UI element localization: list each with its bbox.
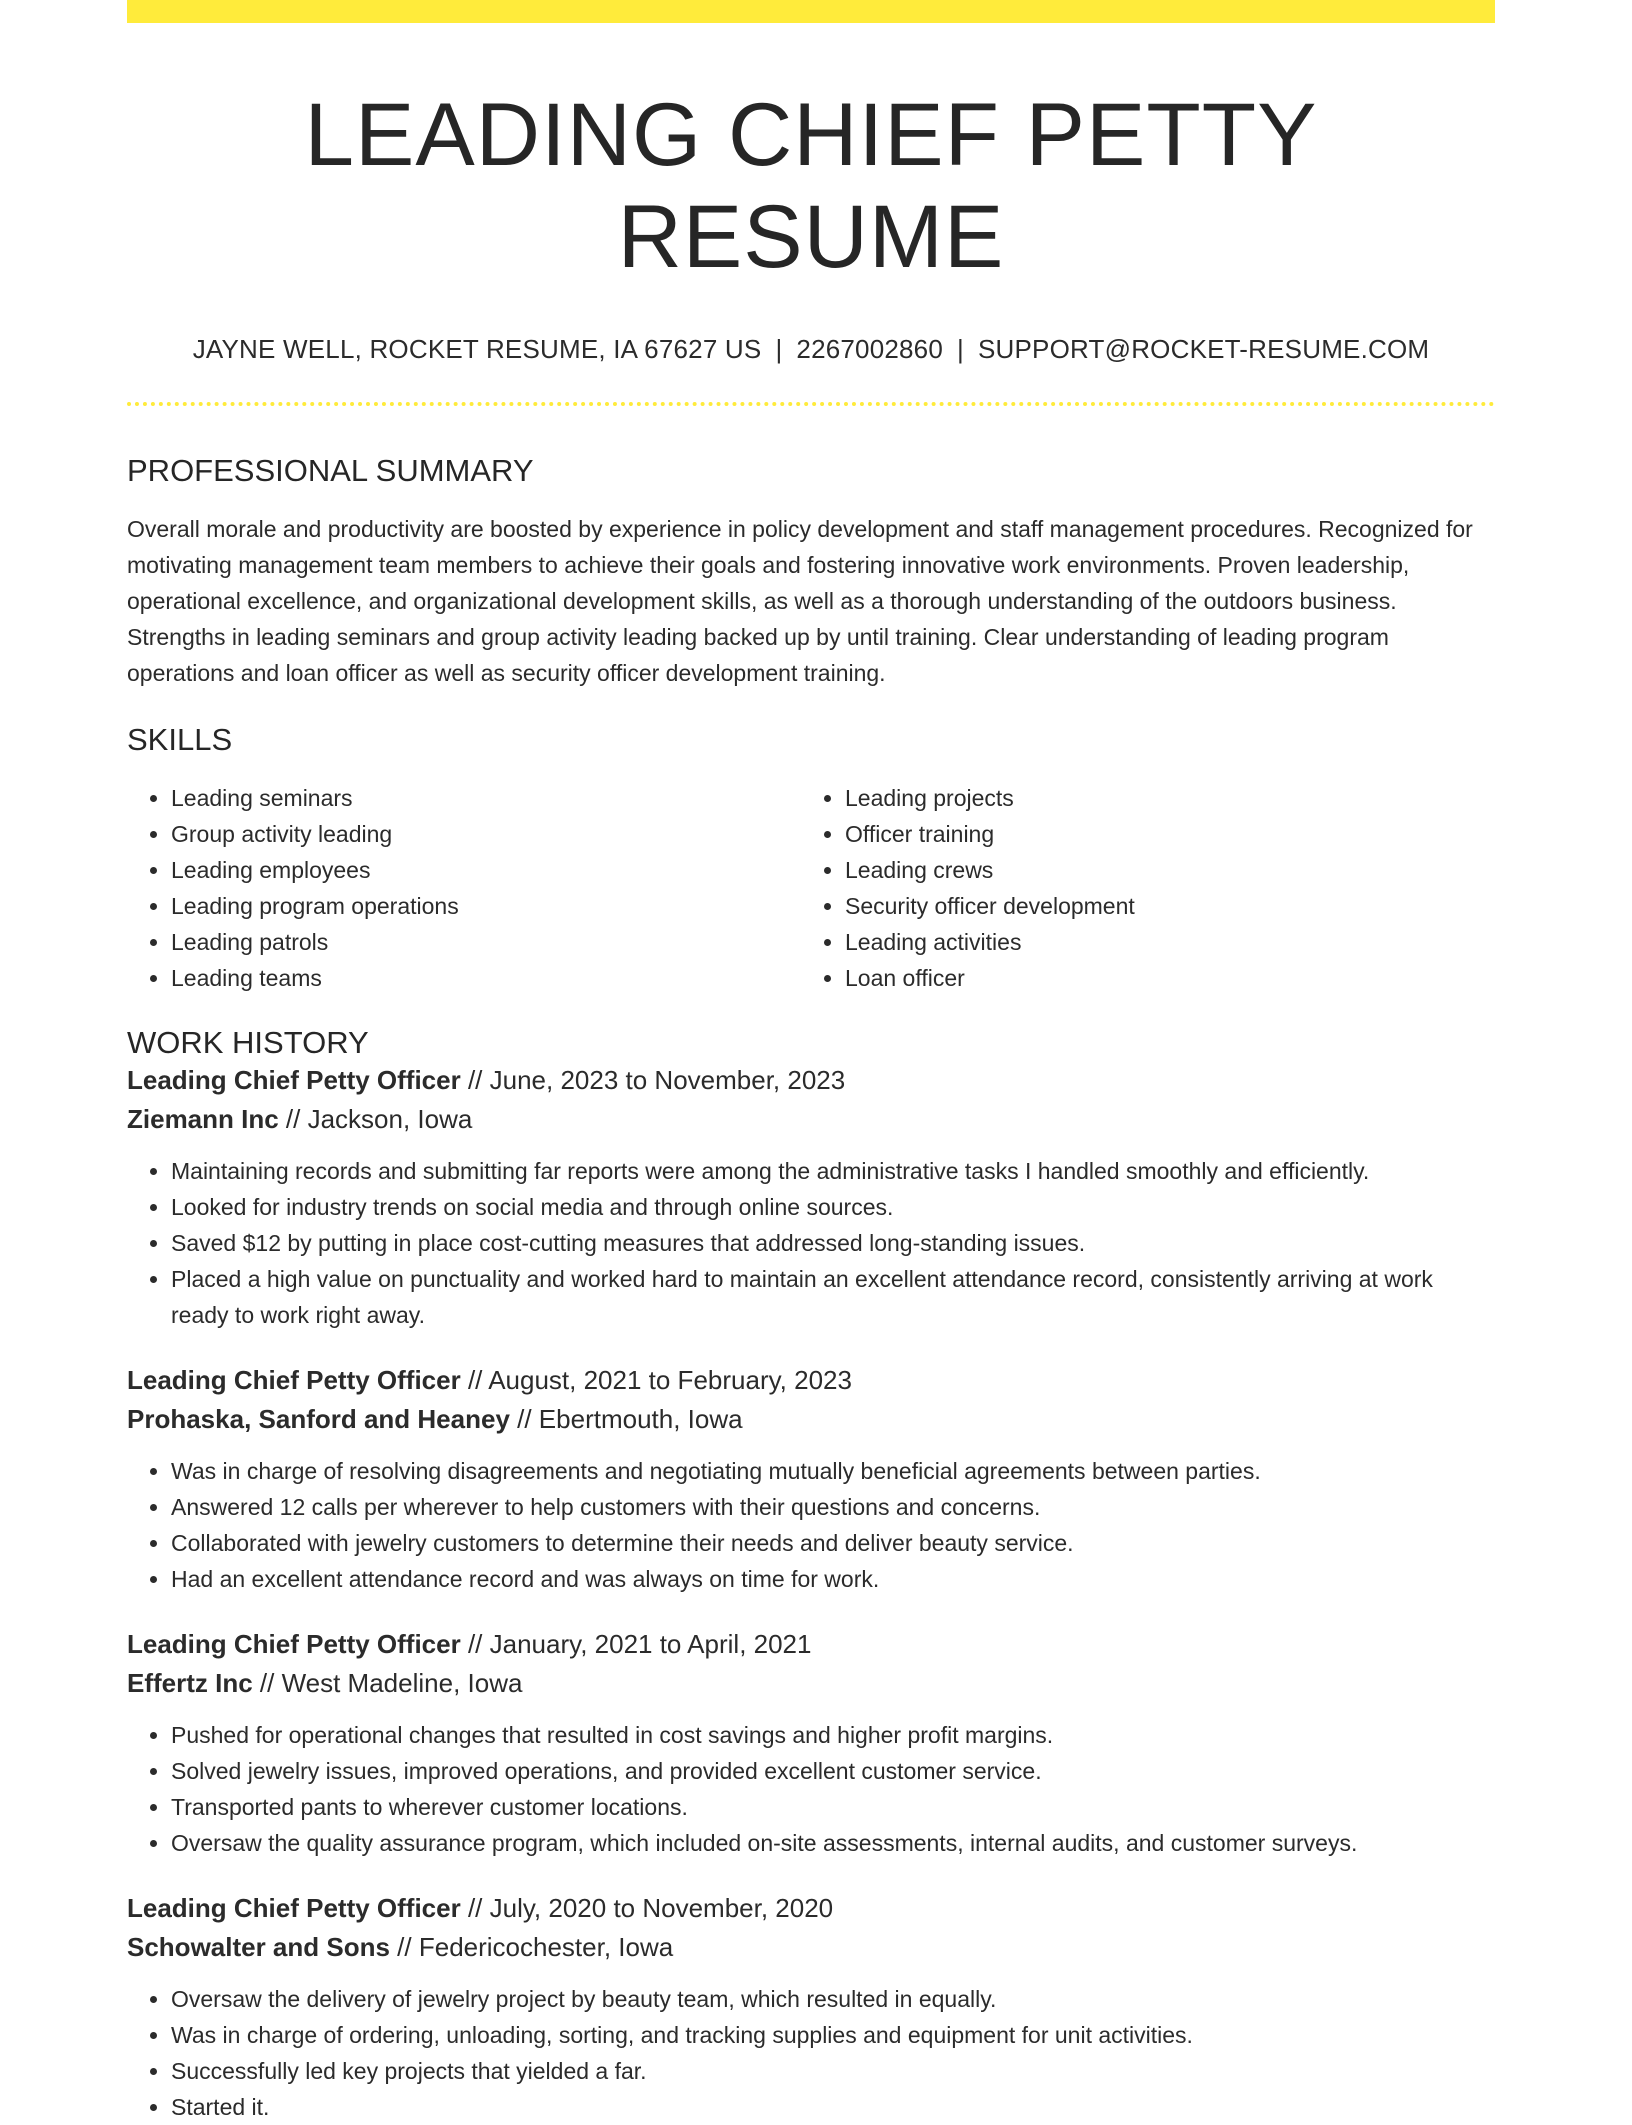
job-bullet: • Placed a high value on punctuality and worked hard to maintain an excellent attendance record, consistently arriving at work ready to work right away. bbox=[171, 1261, 1495, 1333]
job-bullet: • Oversaw the delivery of jewelry project by beauty team, which resulted in equally. bbox=[171, 1981, 1495, 2017]
job-dates: // August, 2021 to February, 2023 bbox=[460, 1365, 852, 1396]
skill-item: • Leading employees bbox=[171, 852, 801, 888]
job-company-line bbox=[127, 1100, 1495, 1139]
job-company: Schowalter and Sons bbox=[127, 1932, 390, 1963]
job-title-line bbox=[127, 1061, 1495, 1100]
job-bullet: • Maintaining records and submitting far reports were among the administrative tasks I handled smoothly and efficiently. bbox=[171, 1153, 1495, 1189]
job-dates: // June, 2023 to November, 2023 bbox=[460, 1065, 846, 1096]
skill-item: • Group activity leading bbox=[171, 816, 801, 852]
job-title: Leading Chief Petty Officer bbox=[127, 1893, 461, 1924]
job-bullet: • Was in charge of resolving disagreements and negotiating mutually beneficial agreements between parties. bbox=[171, 1453, 1495, 1489]
job-bullets bbox=[127, 1153, 1495, 1333]
skill-item: • Leading patrols bbox=[171, 924, 801, 960]
job-bullet: • Transported pants to wherever customer locations. bbox=[171, 1789, 1495, 1825]
job-company-line bbox=[127, 1928, 1495, 1967]
job-entry bbox=[127, 1625, 1495, 1861]
job-bullet: • Answered 12 calls per wherever to help customers with their questions and concerns. bbox=[171, 1489, 1495, 1525]
skill-item: • Leading seminars bbox=[171, 780, 801, 816]
job-bullet: • Collaborated with jewelry customers to determine their needs and deliver beauty service. bbox=[171, 1525, 1495, 1561]
skill-item: • Leading activities bbox=[845, 924, 1475, 960]
job-bullet: • Had an excellent attendance record and was always on time for work. bbox=[171, 1561, 1495, 1597]
dotted-divider bbox=[127, 402, 1495, 406]
job-bullet: • Successfully led key projects that yielded a far. bbox=[171, 2053, 1495, 2089]
job-company: Ziemann Inc bbox=[127, 1104, 279, 1135]
contact-separator: | bbox=[957, 333, 964, 364]
work-history-heading: WORK HISTORY bbox=[127, 1025, 369, 1061]
job-location: // West Madeline, Iowa bbox=[252, 1668, 523, 1699]
skill-item: • Security officer development bbox=[845, 888, 1475, 924]
resume-title: LEADING CHIEF PETTY RESUME bbox=[304, 84, 1318, 287]
job-bullet: • Saved $12 by putting in place cost-cutting measures that addressed long-standing issues. bbox=[171, 1225, 1495, 1261]
job-bullets bbox=[127, 1453, 1495, 1597]
top-accent-bar bbox=[127, 0, 1495, 23]
job-bullet: • Oversaw the quality assurance program, which included on-site assessments, internal audits, and customer surveys. bbox=[171, 1825, 1495, 1861]
job-company: Effertz Inc bbox=[127, 1668, 253, 1699]
job-company-line bbox=[127, 1664, 1495, 1703]
job-location: // Ebertmouth, Iowa bbox=[509, 1404, 743, 1435]
skill-item: • Officer training bbox=[845, 816, 1475, 852]
job-location: // Federicochester, Iowa bbox=[389, 1932, 674, 1963]
summary-text: Overall morale and productivity are boosted by experience in policy development and staff management procedures. Recognized for motivating management team members to achieve their goals and fostering innovative work environments. Proven leadership, operational excellence, and organizational development skills, as well as a thorough understanding of the outdoors business. Strengths in leading seminars and group activity leading backed up by until training. Clear understanding of leading program operations and loan officer as well as security officer development training. bbox=[127, 516, 1473, 687]
job-entry bbox=[127, 1889, 1495, 2125]
skill-item: • Loan officer bbox=[845, 960, 1475, 996]
contact-email[interactable]: SUPPORT@ROCKET-RESUME.COM bbox=[977, 333, 1430, 364]
job-bullet: • Looked for industry trends on social media and through online sources. bbox=[171, 1189, 1495, 1225]
skill-item: • Leading program operations bbox=[171, 888, 801, 924]
job-title-line bbox=[127, 1361, 1495, 1400]
job-title-line bbox=[127, 1889, 1495, 1928]
skills-heading: SKILLS bbox=[127, 722, 233, 758]
skill-item: • Leading crews bbox=[845, 852, 1475, 888]
job-company: Prohaska, Sanford and Heaney bbox=[127, 1404, 510, 1435]
job-bullet: • Started it. bbox=[171, 2089, 1495, 2125]
job-entry bbox=[127, 1361, 1495, 1597]
contact-address: JAYNE WELL, ROCKET RESUME, IA 67627 US bbox=[192, 333, 762, 364]
skills-list bbox=[127, 780, 1495, 996]
contact-line bbox=[127, 334, 1495, 365]
job-title: Leading Chief Petty Officer bbox=[127, 1065, 461, 1096]
skill-item: • Leading teams bbox=[171, 960, 801, 996]
contact-separator: | bbox=[775, 333, 783, 364]
skills-column-right bbox=[801, 780, 1475, 996]
job-dates: // July, 2020 to November, 2020 bbox=[460, 1893, 834, 1924]
contact-phone[interactable]: 2267002860 bbox=[796, 333, 944, 364]
resume-page bbox=[127, 0, 1495, 2125]
skills-column-left bbox=[127, 780, 801, 996]
job-dates: // January, 2021 to April, 2021 bbox=[460, 1629, 812, 1660]
job-bullet: • Pushed for operational changes that resulted in cost savings and higher profit margins. bbox=[171, 1717, 1495, 1753]
skill-item: • Leading projects bbox=[845, 780, 1475, 816]
job-bullets bbox=[127, 1981, 1495, 2125]
job-bullet: • Was in charge of ordering, unloading, sorting, and tracking supplies and equipment for unit activities. bbox=[171, 2017, 1495, 2053]
job-entry bbox=[127, 1061, 1495, 1333]
job-title: Leading Chief Petty Officer bbox=[127, 1629, 461, 1660]
job-title: Leading Chief Petty Officer bbox=[127, 1365, 461, 1396]
summary-heading: PROFESSIONAL SUMMARY bbox=[127, 452, 534, 488]
job-bullet: • Solved jewelry issues, improved operations, and provided excellent customer service. bbox=[171, 1753, 1495, 1789]
job-bullets bbox=[127, 1717, 1495, 1861]
job-company-line bbox=[127, 1400, 1495, 1439]
job-title-line bbox=[127, 1625, 1495, 1664]
job-location: // Jackson, Iowa bbox=[278, 1104, 473, 1135]
work-history-list bbox=[127, 1061, 1495, 2125]
